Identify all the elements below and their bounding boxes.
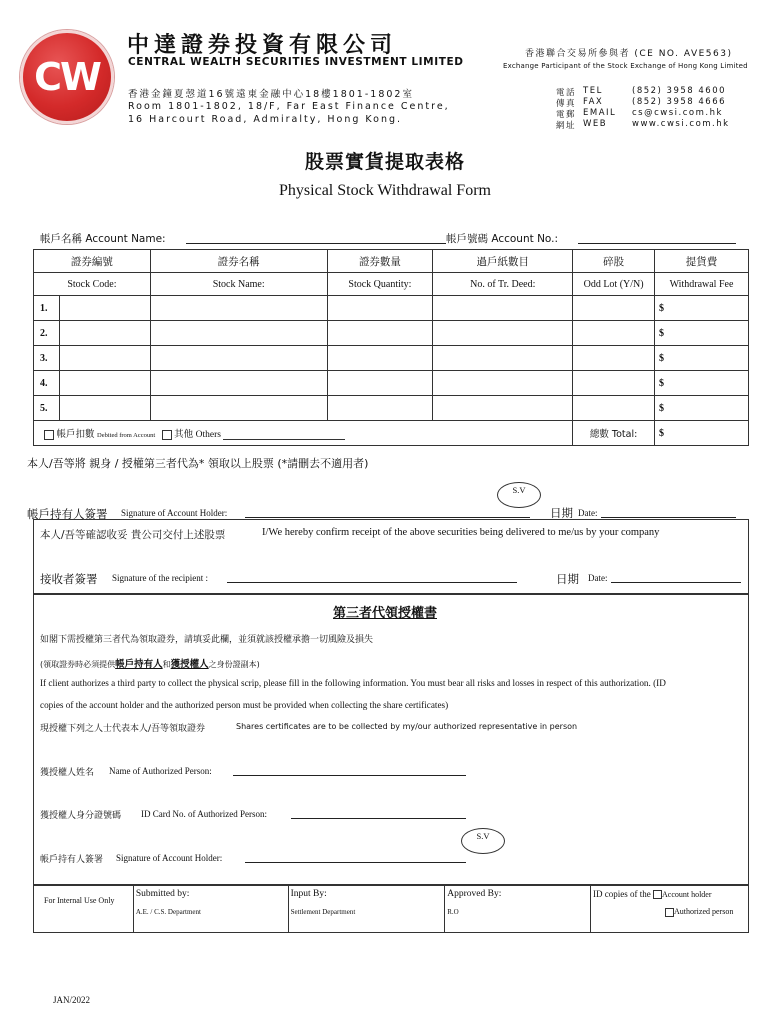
- approved-by-label: Approved By:: [447, 889, 502, 899]
- contact-web-value: www.cwsi.com.hk: [632, 119, 730, 129]
- exchange-participant-cn: 香港聯合交易所參與者 (CE NO. AVE563): [525, 49, 733, 59]
- id-account-holder-checkbox[interactable]: [653, 890, 662, 899]
- table-row: [34, 296, 749, 321]
- row-number: 5.: [34, 396, 60, 421]
- total-fee-cell[interactable]: $: [655, 421, 749, 446]
- authorized-id-field[interactable]: [291, 818, 466, 819]
- recipient-signature-field[interactable]: [227, 582, 517, 583]
- header-stock-qty-cn: 證券數量: [327, 250, 433, 273]
- form-title-cn: 股票實貨提取表格: [304, 151, 465, 173]
- authorization-title-wrap: [0, 602, 770, 622]
- cell-stock-qty[interactable]: [327, 396, 433, 421]
- header-fee-en: Withdrawal Fee: [655, 273, 749, 296]
- authorization-line2-post: 之身份證副本): [208, 660, 260, 669]
- contact-fax-value: (852) 3958 4666: [632, 97, 727, 107]
- sv-stamp-authorization: S.V: [461, 828, 505, 854]
- authorized-name-field[interactable]: [233, 775, 466, 776]
- authorized-name-label-cn: 獲授權人姓名: [40, 768, 95, 778]
- holder-signature-field[interactable]: [245, 517, 530, 518]
- contact-email-en: EMAIL: [583, 108, 617, 118]
- cell-stock-name[interactable]: [150, 396, 327, 421]
- account-name-label: 帳戶名稱 Account Name:: [40, 233, 166, 245]
- form-title-en: Physical Stock Withdrawal Form: [279, 182, 491, 199]
- input-by-label: Input By:: [290, 889, 327, 899]
- exchange-participant-en: Exchange Participant of the Stock Exchange of Hong Kong Limited: [503, 62, 748, 70]
- authorization-line2-auth: 獲授權人: [170, 659, 209, 670]
- authorized-name-label-en: Name of Authorized Person:: [109, 766, 212, 776]
- authorization-title: 第三者代領授權書: [332, 606, 437, 621]
- cell-odd-lot[interactable]: [573, 321, 655, 346]
- table-row: [34, 371, 749, 396]
- table-row: [34, 346, 749, 371]
- sv-stamp: S.V: [497, 482, 541, 508]
- row-number: 3.: [34, 346, 60, 371]
- cell-tr-deed[interactable]: [433, 321, 573, 346]
- input-by-dept: Settlement Department: [290, 908, 356, 916]
- cell-stock-code[interactable]: [59, 396, 150, 421]
- authorization-line5-en: Shares certificates are to be collected by my/our authorized representative in person: [236, 722, 578, 731]
- payment-method-cell: [34, 421, 573, 446]
- recipient-date-label-en: Date:: [588, 573, 608, 583]
- id-copies-cell: [591, 886, 749, 933]
- header-stock-code-cn: 證券編號: [34, 250, 151, 273]
- authorization-line2-pre: (領取證券時必須提供: [40, 660, 116, 669]
- recipient-date-label-cn: 日期: [556, 572, 579, 586]
- company-name-cn: 中達證券投資有限公司: [127, 33, 398, 58]
- approved-by-role: R.O: [447, 908, 459, 916]
- header-odd-lot-cn: 碎股: [573, 250, 655, 273]
- company-name-en: CENTRAL WEALTH SECURITIES INVESTMENT LIMITED: [128, 56, 464, 68]
- debit-account-checkbox[interactable]: [44, 430, 54, 440]
- authorization-line2-and: 和: [162, 660, 171, 669]
- row-number: 4.: [34, 371, 60, 396]
- table-row: [34, 321, 749, 346]
- recipient-date-field[interactable]: [611, 582, 741, 583]
- cell-stock-qty[interactable]: [327, 321, 433, 346]
- authorization-line3: If client authorizes a third party to collect the physical scrip, please fill in the following information. You must bear all risks and losses in respect of this authorization. (ID: [40, 678, 666, 688]
- authorization-line2-holder: 帳戶持有人: [115, 659, 163, 670]
- id-copies-row2: [593, 906, 746, 916]
- authorized-id-label-en: ID Card No. of Authorized Person:: [141, 809, 267, 819]
- address-cn: 香港金鐘夏愨道16號遠東金融中心18樓1801-1802室: [128, 89, 414, 100]
- cell-stock-qty[interactable]: [327, 371, 433, 396]
- date-label-cn: 日期: [550, 506, 573, 520]
- cell-stock-code[interactable]: [59, 346, 150, 371]
- submitted-by-label: Submitted by:: [135, 889, 190, 899]
- contact-tel-en: TEL: [583, 86, 603, 96]
- header-fee-cn: 提貨費: [655, 250, 749, 273]
- authorized-id-label-cn: 獲授權人身分證號碼: [40, 811, 122, 821]
- total-label: 總數 Total:: [573, 421, 655, 446]
- cell-odd-lot[interactable]: [573, 371, 655, 396]
- header-tr-deed-cn: 過戶紙數目: [433, 250, 573, 273]
- authorization-holder-sig-field[interactable]: [245, 862, 466, 863]
- cell-fee[interactable]: $: [655, 321, 749, 346]
- input-by-cell[interactable]: [288, 886, 445, 933]
- id-account-holder-label: Account holder: [661, 890, 712, 899]
- form-version: JAN/2022: [53, 995, 91, 1005]
- internal-use-label: For Internal Use Only: [34, 886, 134, 933]
- authorization-holder-sig-cn: 帳戶持有人簽署: [40, 855, 104, 865]
- cell-stock-qty[interactable]: [327, 296, 433, 321]
- submitted-by-cell[interactable]: [133, 886, 288, 933]
- holder-signature-label-cn: 帳戶持有人簽署: [27, 507, 108, 521]
- authorization-line4: copies of the account holder and the authorized person must be provided when collecting the share certificates): [40, 700, 449, 710]
- id-authorized-person-checkbox[interactable]: [665, 908, 674, 917]
- table-row: [34, 396, 749, 421]
- row-number: 1.: [34, 296, 60, 321]
- authorization-line2: [40, 656, 260, 670]
- cell-stock-name[interactable]: [150, 371, 327, 396]
- holder-signature-label-en: Signature of Account Holder:: [121, 508, 228, 518]
- cell-stock-name[interactable]: [150, 346, 327, 371]
- contact-tel-value: (852) 3958 4600: [632, 86, 727, 96]
- header-stock-name-cn: 證券名稱: [150, 250, 327, 273]
- internal-use-table: [33, 885, 749, 933]
- authorization-line5-cn: 現授權下列之人士代表本人/吾等領取證券: [40, 724, 206, 734]
- id-authorized-person-label: Authorized person: [674, 907, 734, 917]
- cell-odd-lot[interactable]: [573, 346, 655, 371]
- header-tr-deed-en: No. of Tr. Deed:: [433, 273, 573, 296]
- contact-tel-cn: 電話: [556, 88, 577, 98]
- submitted-by-dept: A.E. / C.S. Department: [135, 908, 201, 916]
- id-copies-row1: [593, 889, 746, 899]
- recipient-signature-label-cn: 接收者簽署: [40, 572, 98, 586]
- header-stock-code-en: Stock Code:: [34, 273, 151, 296]
- cell-tr-deed[interactable]: [433, 396, 573, 421]
- stock-table: [33, 249, 749, 446]
- cell-stock-code[interactable]: [59, 371, 150, 396]
- debit-account-label-en: Debited from Account: [97, 432, 156, 439]
- logo-text: CW: [34, 55, 100, 99]
- cell-stock-name[interactable]: [150, 296, 327, 321]
- address-en-line2: 16 Harcourt Road, Admiralty, Hong Kong.: [128, 114, 403, 125]
- date-field[interactable]: [601, 517, 736, 518]
- debit-account-label-cn: 帳戶扣數: [56, 429, 95, 440]
- confirm-text-cn: 本人/吾等確認收妥 貴公司交付上述股票: [40, 529, 226, 541]
- table-total-row: [34, 421, 749, 446]
- cell-stock-name[interactable]: [150, 321, 327, 346]
- contact-fax-en: FAX: [583, 97, 604, 107]
- cell-tr-deed[interactable]: [433, 346, 573, 371]
- confirm-text-en: I/We hereby confirm receipt of the above securities being delivered to me/us by your company: [262, 527, 660, 538]
- id-copies-label: ID copies of the: [593, 889, 651, 899]
- contact-web-en: WEB: [583, 119, 608, 129]
- header-stock-qty-en: Stock Quantity:: [327, 273, 433, 296]
- others-checkbox[interactable]: [162, 430, 172, 440]
- row-number: 2.: [34, 321, 60, 346]
- contact-email-value: cs@cwsi.com.hk: [632, 108, 723, 118]
- cell-fee[interactable]: $: [655, 296, 749, 321]
- cell-odd-lot[interactable]: [573, 396, 655, 421]
- cell-fee[interactable]: $: [655, 371, 749, 396]
- approved-by-cell[interactable]: [445, 886, 591, 933]
- cell-odd-lot[interactable]: [573, 296, 655, 321]
- account-name-field[interactable]: [186, 243, 446, 244]
- cell-stock-qty[interactable]: [327, 346, 433, 371]
- header-odd-lot-en: Odd Lot (Y/N): [573, 273, 655, 296]
- cell-fee[interactable]: $: [655, 346, 749, 371]
- account-no-field[interactable]: [578, 243, 736, 244]
- account-no-label: 帳戶號碼 Account No.:: [446, 233, 559, 245]
- date-label-en: Date:: [578, 508, 598, 518]
- cell-stock-code[interactable]: [59, 321, 150, 346]
- others-label-en: Others: [195, 430, 221, 440]
- collection-declaration: 本人/吾等將 親身 / 授權第三者代為* 領取以上股票 (*請刪去不適用者): [27, 457, 369, 470]
- authorization-line1: 如閣下需授權第三者代為領取證券，請填妥此欄，並須就該授權承擔一切風險及損失: [40, 635, 374, 645]
- contact-fax-cn: 傳真: [556, 99, 577, 109]
- contact-email-cn: 電郵: [556, 110, 577, 120]
- cell-tr-deed[interactable]: [433, 296, 573, 321]
- others-field[interactable]: [223, 439, 345, 440]
- others-label-cn: 其他: [174, 429, 194, 440]
- recipient-signature-label-en: Signature of the recipient :: [112, 573, 208, 583]
- address-en-line1: Room 1801-1802, 18/F, Far East Finance Centre,: [128, 101, 450, 112]
- contact-web-cn: 網址: [556, 121, 577, 131]
- cell-tr-deed[interactable]: [433, 371, 573, 396]
- cell-stock-code[interactable]: [59, 296, 150, 321]
- header-stock-name-en: Stock Name:: [150, 273, 327, 296]
- cell-fee[interactable]: $: [655, 396, 749, 421]
- authorization-holder-sig-en: Signature of Account Holder:: [116, 853, 223, 863]
